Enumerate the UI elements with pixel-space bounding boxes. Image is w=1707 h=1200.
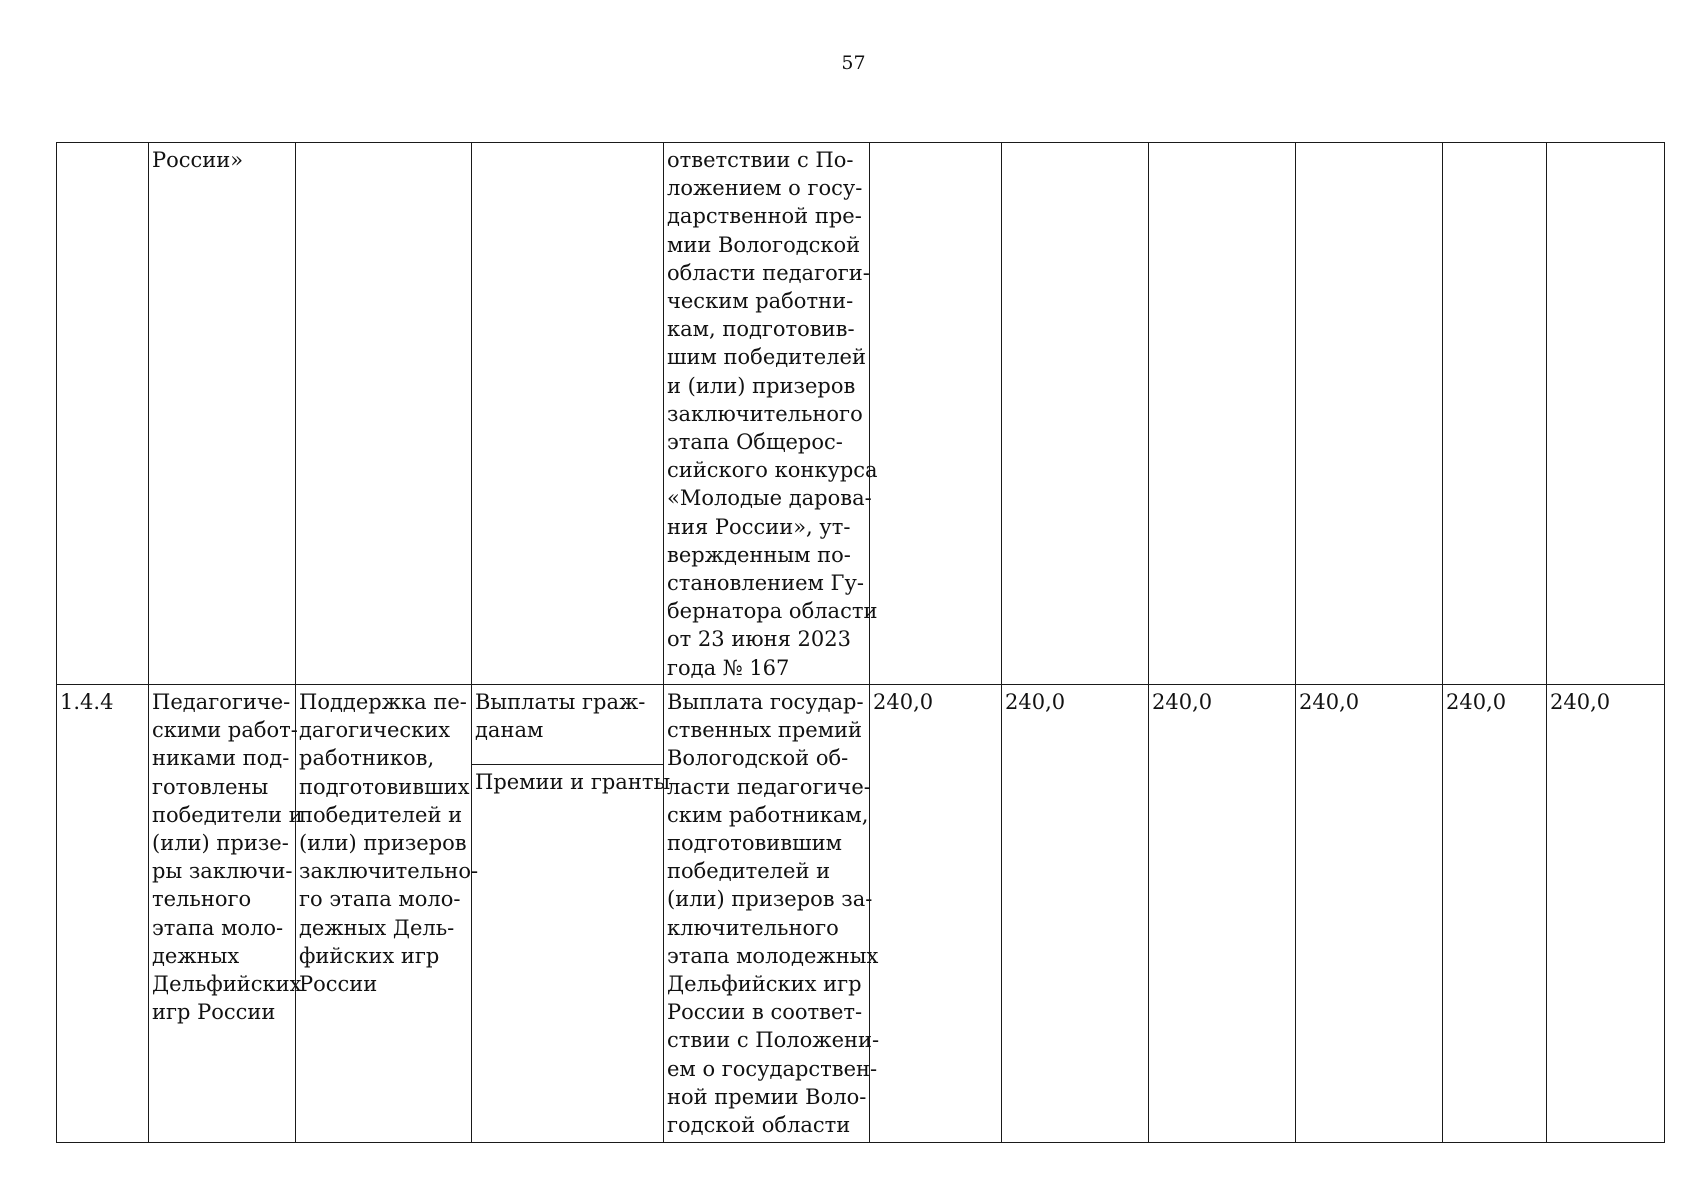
cont-result-line: России» [152,148,244,172]
page-number: 57 [841,52,866,74]
cont-description-line: ния России», ут- [667,514,851,539]
row-number: 1.4.4 [60,690,114,714]
description-cell [664,685,880,1143]
description-line: ствии с Положени- [667,1028,880,1053]
measure-line: фийских игр [299,943,440,968]
budget-table [56,142,1665,1143]
value-cell: 240,0 [1149,685,1296,1143]
measure-line: России [299,972,378,997]
description-line: ной премии Воло- [667,1084,867,1109]
result-line: Дельфийских [152,972,302,997]
result-line: игр России [152,1000,276,1025]
measure-line: работников, [299,746,435,771]
cont-description-line: мии Вологодской [667,232,861,257]
result-cell [149,685,303,1143]
cont-value-cell [1149,143,1296,685]
direction-bottom [472,765,671,796]
result-line: Педагогиче- [152,690,291,714]
cont-description-line: от 23 июня 2023 [667,627,851,652]
result-line: этапа моло- [152,915,284,940]
cont-measure-cell [296,143,472,685]
cont-description-line: бернатора области [667,599,878,624]
measure-line: (или) призеров [299,831,467,856]
cont-value-cell [1547,143,1665,685]
value-cell: 240,0 [1443,685,1547,1143]
continuation-row [57,143,1665,685]
cont-description-line: вержденным по- [667,542,851,567]
cont-description-line: и (или) призеров [667,373,856,398]
cont-value-cell [1296,143,1443,685]
measure-line: дагогических [299,718,451,743]
cont-description-line: ответствии с По- [667,148,854,172]
value-cell: 240,0 [1296,685,1443,1143]
description-line: Вологодской об- [667,746,849,771]
description-line: годской области [667,1113,851,1138]
description-line: ласти педагогиче- [667,774,871,799]
cont-result-cell [149,143,296,685]
value-cell: 240,0 [1547,685,1665,1143]
measure-line: го этапа моло- [299,887,461,912]
result-line: никами под- [152,746,290,771]
result-line: тельного [152,887,252,912]
measure-line: подготовивших [299,774,470,799]
direction-top [472,685,663,765]
cont-description-line: кам, подготовив- [667,317,855,342]
cont-direction-cell [472,143,664,685]
description-line: этапа молодежных [667,943,879,968]
measure-cell [296,685,479,1143]
measure-line: победителей и [299,802,463,827]
cont-description-line: дарственной пре- [667,204,862,229]
direction-top-line: данам [475,718,544,743]
cont-description-cell [664,143,878,685]
description-line: (или) призеров за- [667,887,873,912]
measure-line: Поддержка пе- [299,690,467,714]
cont-description-line: шим победителей [667,345,866,370]
description-line: ственных премий [667,718,863,743]
cont-description-line: года № 167 [667,655,790,680]
value-cell: 240,0 [1002,685,1149,1143]
result-line: скими работ- [152,718,298,743]
description-line: ским работникам, [667,802,869,827]
description-line: подготовившим [667,831,842,856]
result-line: (или) призе- [152,831,289,856]
cont-value-cell [1002,143,1149,685]
direction-top-line: Выплаты граж- [475,690,646,714]
result-line: победители и [152,802,303,827]
direction-bottom-line: Премии и гранты [475,770,671,794]
cont-description-line: заключительного [667,401,863,426]
description-line: Дельфийских игр [667,972,862,997]
description-line: ем о государствен- [667,1056,878,1081]
cont-description-line: области педагоги- [667,260,870,285]
description-line: Выплата государ- [667,690,864,714]
cont-description-line: этапа Общерос- [667,430,843,455]
measure-line: дежных Дель- [299,915,455,940]
result-line: дежных [152,943,240,968]
table-row-1-4-4 [57,685,1665,1143]
cont-description-line: ческим работни- [667,289,854,314]
cont-description-line: сийского конкурса [667,458,878,483]
direction-cell [472,685,671,1143]
value-cell: 240,0 [870,685,1002,1143]
result-line: ры заключи- [152,859,293,884]
row-number-cell [57,685,149,1143]
measure-line: заключительно- [299,859,479,884]
cont-value-cell [870,143,1002,685]
cont-description-line: становлением Гу- [667,571,864,596]
description-line: победителей и [667,859,831,884]
result-line: готовлены [152,774,269,799]
description-line: ключительного [667,915,839,940]
description-line: России в соответ- [667,1000,863,1025]
cont-description-line: ложением о госу- [667,176,863,201]
cont-value-cell [1443,143,1547,685]
cont-description-line: «Молодые дарова- [667,486,872,511]
cont-number-cell [57,143,149,685]
